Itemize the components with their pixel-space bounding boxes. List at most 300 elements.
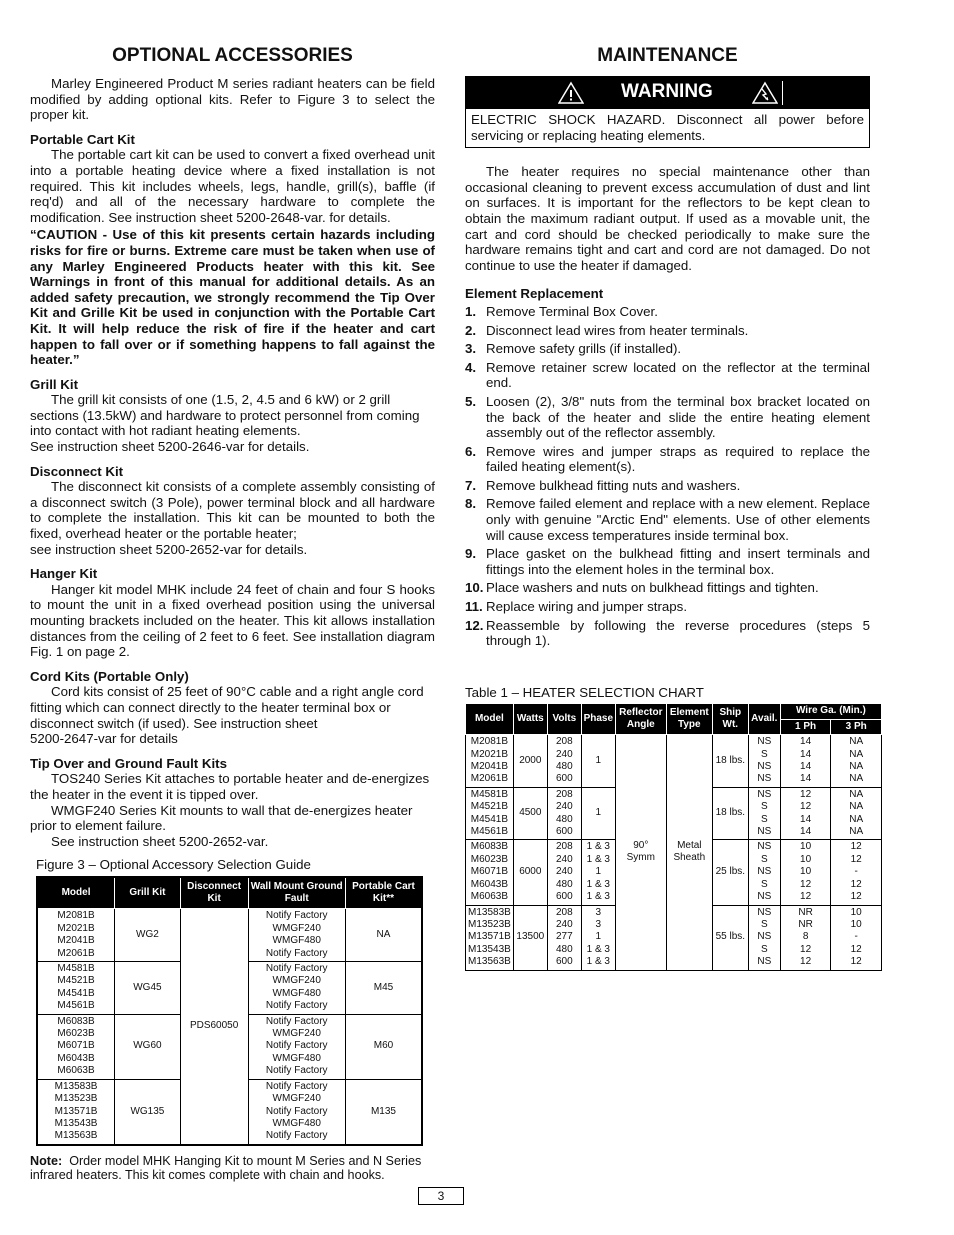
wire-3ph-list-line: 12	[850, 853, 862, 865]
phase-list-line: 1 & 3	[586, 878, 610, 890]
volts-cell	[547, 787, 581, 840]
wire-1ph-list-line: 14	[800, 736, 812, 748]
table-row	[37, 909, 422, 962]
wire-1ph-list	[783, 907, 829, 969]
heater-col-header: Model	[466, 704, 514, 735]
avail-list-line: NS	[757, 826, 772, 838]
heater-table-header	[466, 704, 882, 735]
heater-table-body	[466, 735, 882, 970]
model-list-line: M6071B	[57, 1040, 95, 1052]
step-number: 1.	[465, 303, 477, 319]
model-list-line: M6023B	[470, 853, 509, 865]
model-list-line: M6043B	[470, 878, 509, 890]
watts-cell: 13500	[513, 905, 547, 970]
list-item	[465, 599, 870, 615]
wall-mount-list-line: Notify Factory	[265, 910, 328, 922]
grill-kit-body2: See instruction sheet 5200-2646-var for details.	[30, 439, 310, 455]
caution-triangle-icon	[558, 81, 584, 105]
accessory-table-body	[37, 909, 422, 1145]
volts-list-line: 480	[555, 943, 573, 955]
model-cell	[37, 909, 115, 962]
grill-kit-cell: WG2	[115, 909, 181, 962]
model-list-line: M6071B	[470, 866, 509, 878]
step-number: 2.	[465, 322, 477, 338]
wall-mount-list	[251, 1081, 343, 1143]
step-number: 10.	[465, 580, 484, 596]
wire-3ph-list	[833, 789, 879, 839]
wire-1ph-list-line: 12	[800, 956, 812, 968]
volts-list-line: 480	[555, 878, 573, 890]
wire-1ph-list-line: NR	[798, 918, 813, 930]
portable-cart-body: The portable cart kit can be used to convert a fixed overhead unit into a portable heating device where a fixed installation is not required. This kit includes wheels, legs, handle, grill(s), baffle (if req'd) and all of the necessary hardware to complete the modification. See instruction sheet 5200-2648-var. for details.	[30, 147, 435, 225]
maintenance-column	[465, 44, 870, 971]
volts-list-line: 600	[555, 956, 573, 968]
avail-list-line: NS	[757, 956, 772, 968]
avail-cell	[748, 905, 780, 970]
wall-mount-list-line: WMGF240	[272, 1028, 321, 1040]
model-list-line: M4541B	[57, 987, 95, 999]
avail-list-line: S	[760, 918, 768, 930]
step-text: Remove bulkhead fitting nuts and washers.	[486, 477, 741, 493]
volts-list	[550, 789, 579, 839]
avail-list-line: NS	[757, 906, 772, 918]
wire-3ph-list-line: NA	[849, 748, 864, 760]
hanger-kit-title: Hanger Kit	[30, 566, 98, 582]
step-text: Remove failed element and replace with a new element. Replace only with genuine "Arctic End" elements. Use of other elements will cause excess temperatures inside terminal box.	[486, 496, 870, 543]
volts-list-line: 600	[555, 826, 573, 838]
avail-list-line: NS	[757, 736, 772, 748]
wire-3ph-list-line: 10	[850, 906, 862, 918]
heater-col-header: Volts	[547, 704, 581, 735]
heater-col-header: Phase	[581, 704, 615, 735]
page-number: 3	[418, 1187, 464, 1205]
electric-shock-icon	[752, 81, 778, 105]
model-list-line: M6063B	[470, 891, 509, 903]
avail-list-line: NS	[757, 891, 772, 903]
wall-mount-list-line: WMGF480	[272, 987, 321, 999]
wall-mount-list-line: WMGF240	[272, 1093, 321, 1105]
grill-kit-cell: WG60	[115, 1014, 181, 1079]
wire-gauge-subheader: 3 Ph	[831, 719, 882, 734]
wire-gauge-subheader: 1 Ph	[780, 719, 831, 734]
list-item	[465, 496, 870, 543]
model-list	[40, 1081, 112, 1143]
list-item	[465, 478, 870, 494]
model-list-line: M4561B	[57, 1000, 95, 1012]
wire-3ph-list-line: NA	[849, 736, 864, 748]
model-list-line: M4581B	[470, 788, 509, 800]
accessory-col-header: Model	[37, 877, 115, 909]
model-list-line: M6023B	[57, 1028, 95, 1040]
element-type-cell: Metal Sheath	[666, 735, 712, 970]
wire-1ph-cell	[780, 787, 831, 840]
wire-3ph-list-line: -	[854, 931, 858, 943]
heater-col-header: Reflector Angle	[615, 704, 666, 735]
model-list-line: M13543B	[54, 1117, 98, 1129]
wire-3ph-list-line: NA	[849, 813, 864, 825]
wire-1ph-list-line: 14	[800, 761, 812, 773]
model-list-line: M13563B	[54, 1130, 98, 1142]
note-label: Note:	[30, 1153, 63, 1168]
wall-mount-list	[251, 1016, 343, 1078]
phase-list-line: 1	[595, 931, 602, 943]
element-replacement-steps	[465, 304, 870, 649]
accessories-intro: Marley Engineered Product M series radiant heaters can be field modified by adding optional kits. Refer to Figure 3 to select the proper kit.	[30, 76, 435, 123]
figure-3-caption: Figure 3 – Optional Accessory Selection Guide	[36, 857, 311, 873]
wall-mount-list-line: Notify Factory	[265, 1065, 328, 1077]
heater-col-header: Wire Ga. (Min.)	[780, 704, 881, 719]
grill-kit-cell: WG45	[115, 962, 181, 1015]
model-list	[40, 1016, 112, 1078]
avail-list-line: NS	[757, 866, 772, 878]
model-list-line: M13523B	[468, 918, 511, 930]
wire-3ph-list-line: 12	[850, 956, 862, 968]
volts-list	[550, 841, 579, 903]
volts-list-line: 208	[555, 788, 573, 800]
wire-3ph-list-line: -	[854, 866, 858, 878]
wall-mount-list-line: WMGF240	[272, 922, 321, 934]
phase-list	[584, 841, 613, 903]
portable-cart-caution: “CAUTION - Use of this kit presents certain hazards including risks for fire or burns. Extreme care must be taken when use of any Marley Engineered Products heater with this kit. See Warnings in front of this manual for additional details. As an added safety precaution, we strongly recommend the Tip Over Kit and Grille Kit be used in conjunction with the Portable Cart Kit. It will help reduce the risk of fire if the heater and cart happen to fall over or if something happens to fall against the heater.”	[30, 227, 435, 368]
avail-list-line: S	[760, 943, 768, 955]
volts-list-line: 208	[555, 906, 573, 918]
step-number: 8.	[465, 496, 477, 512]
model-list-line: M6083B	[57, 1015, 95, 1027]
list-item	[465, 444, 870, 475]
wall-mount-list-line: Notify Factory	[265, 1040, 328, 1052]
model-list-line: M13523B	[54, 1093, 98, 1105]
heater-col-header: Element Type	[666, 704, 712, 735]
cord-kits-body2: 5200-2647-var for details	[30, 731, 178, 747]
watts-cell: 6000	[513, 840, 547, 905]
avail-list	[751, 736, 778, 786]
wall-mount-list-line: Notify Factory	[265, 1000, 328, 1012]
phase-list-line: 3	[595, 918, 602, 930]
step-number: 6.	[465, 443, 477, 459]
volts-list-line: 480	[555, 761, 573, 773]
wall-mount-list-line: Notify Factory	[265, 1080, 328, 1092]
wall-mount-list	[251, 910, 343, 960]
warning-box	[465, 76, 870, 148]
model-cell	[37, 1014, 115, 1079]
heater-header-row	[466, 704, 882, 719]
wire-1ph-list-line: 12	[800, 788, 812, 800]
list-item	[465, 341, 870, 357]
avail-list	[751, 789, 778, 839]
maintenance-heading: MAINTENANCE	[597, 45, 738, 66]
avail-list-line: NS	[757, 931, 772, 943]
volts-list-line: 240	[555, 748, 573, 760]
disconnect-kit-title: Disconnect Kit	[30, 463, 124, 479]
portable-cart-title: Portable Cart Kit	[30, 131, 135, 147]
model-list-line: M2041B	[470, 761, 509, 773]
volts-cell	[547, 840, 581, 905]
phase-list-line: 3	[595, 906, 602, 918]
avail-list-line: S	[760, 853, 768, 865]
tipover-kit-body: TOS240 Series Kit attaches to portable heater and de-energizes the heater in the event it is tipped over.	[30, 771, 430, 802]
step-text: Replace wiring and jumper straps.	[486, 599, 688, 615]
model-list	[40, 963, 112, 1013]
wire-3ph-list	[833, 907, 879, 969]
avail-list-line: NS	[757, 761, 772, 773]
volts-list-line: 240	[555, 801, 573, 813]
volts-cell	[547, 735, 581, 788]
ship-weight-cell: 18 lbs.	[712, 787, 748, 840]
cord-kits-body: Cord kits consist of 25 feet of 90°C cable and a right angle cord fitting which can connect directly to the heater terminal box or disconnect switch (if used). See instruction sheet	[30, 684, 424, 731]
accessory-selection-table	[36, 876, 423, 1146]
wire-3ph-list-line: NA	[849, 801, 864, 813]
volts-cell	[547, 905, 581, 970]
wall-mount-list-line: Notify Factory	[265, 947, 328, 959]
phase-cell	[581, 840, 615, 905]
disconnect-kit-body: The disconnect kit consists of a complete assembly consisting of a disconnect switch (3 Pole), power terminal block and all hardware to complete the installation. This kit can be mounted to both the fixed, overhead heater or the portable heater;	[30, 479, 435, 542]
heater-col-header: Ship Wt.	[712, 704, 748, 735]
optional-accessories-column	[30, 44, 435, 1183]
wall-mount-cell	[248, 1079, 345, 1145]
wire-3ph-list-line: 12	[850, 841, 862, 853]
hanger-kit-body: Hanger kit model MHK include 24 feet of chain and four S hooks to mount the unit in a fixed overhead position using the universal mounting brackets included on the heater. This kit allows installation distances from the ceiling of 2 feet to 6 feet. See installation diagram Fig. 1 on page 2.	[30, 581, 435, 660]
phase-list	[584, 907, 613, 969]
avail-cell	[748, 735, 780, 788]
grill-kit-body: The grill kit consists of one (1.5, 2, 4.5 and 6 kW) or 2 grill sections (13.5kW) and hardware to protect personnel from coming into contact with hot radiant heating elements.	[30, 392, 420, 439]
grill-kit-title: Grill Kit	[30, 376, 79, 392]
heater-col-header: Avail.	[748, 704, 780, 735]
wire-3ph-cell	[831, 787, 882, 840]
avail-cell	[748, 787, 780, 840]
tipover-kit-title: Tip Over and Ground Fault Kits	[30, 755, 228, 771]
note-text: Order model MHK Hanging Kit to mount M Series and N Series infrared heaters. This kit comes complete with chain and hooks.	[30, 1153, 422, 1183]
model-cell	[37, 1079, 115, 1145]
heater-col-header: Watts	[513, 704, 547, 735]
phase-list-line: 1	[595, 866, 602, 878]
avail-list	[751, 907, 778, 969]
step-number: 7.	[465, 477, 477, 493]
volts-list-line: 240	[555, 853, 573, 865]
wall-mount-list-line: WMGF240	[272, 975, 321, 987]
model-list-line: M4581B	[57, 963, 95, 975]
step-text: Remove safety grills (if installed).	[486, 341, 682, 357]
model-cell	[466, 840, 514, 905]
step-text: Loosen (2), 3/8" nuts from the terminal box bracket located on the back of the heater and slide the entire heating element assembly out of the reflector assembly.	[486, 393, 870, 441]
wall-mount-list-line: WMGF480	[272, 1052, 321, 1064]
list-item	[465, 304, 870, 320]
accessory-col-header: Portable Cart Kit**	[345, 877, 422, 909]
model-list-line: M2061B	[57, 947, 95, 959]
volts-list	[550, 907, 579, 969]
wall-mount-list	[251, 963, 343, 1013]
accessory-table-header	[37, 877, 422, 909]
accessory-col-header: Grill Kit	[115, 877, 181, 909]
wire-3ph-list-line: NA	[849, 773, 864, 785]
ship-weight-cell: 25 lbs.	[712, 840, 748, 905]
wire-3ph-list-line: NA	[849, 761, 864, 773]
avail-list	[751, 841, 778, 903]
heater-selection-table	[465, 703, 882, 970]
volts-list-line: 240	[555, 918, 573, 930]
optional-accessories-heading: OPTIONAL ACCESSORIES	[112, 45, 353, 66]
ship-weight-cell: 18 lbs.	[712, 735, 748, 788]
wall-mount-list-line: Notify Factory	[265, 1130, 328, 1142]
avail-list-line: NS	[757, 788, 772, 800]
warning-title: WARNING	[621, 81, 713, 102]
table-1-caption: Table 1 – HEATER SELECTION CHART	[465, 684, 704, 700]
model-list-line: M13583B	[54, 1080, 98, 1092]
wire-1ph-list-line: 14	[800, 748, 812, 760]
tipover-kit-body2: WMGF240 Series Kit mounts to wall that de-energizes heater prior to element failure.	[30, 802, 413, 834]
wire-1ph-list-line: 14	[800, 826, 812, 838]
model-list-line: M6043B	[57, 1052, 95, 1064]
phase-cell	[581, 905, 615, 970]
phase-list-line: 1 & 3	[586, 853, 610, 865]
list-item	[465, 360, 870, 391]
wire-1ph-list-line: 14	[800, 813, 812, 825]
step-number: 5.	[465, 393, 477, 409]
phase-cell: 1	[581, 787, 615, 840]
model-cell	[466, 905, 514, 970]
volts-list-line: 480	[555, 813, 573, 825]
warning-divider	[782, 81, 783, 105]
model-list-line: M2021B	[57, 922, 95, 934]
step-text: Reassemble by following the reverse procedures (steps 5 through 1).	[486, 617, 870, 649]
list-item	[465, 323, 870, 339]
cart-kit-cell: NA	[345, 909, 422, 962]
step-number: 11.	[465, 599, 483, 615]
model-list-line: M4521B	[57, 975, 95, 987]
wire-1ph-list-line: 10	[800, 841, 812, 853]
step-number: 3.	[465, 341, 477, 357]
wire-1ph-list-line: 10	[800, 866, 812, 878]
wire-1ph-cell	[780, 735, 831, 788]
list-item	[465, 394, 870, 441]
model-list-line: M2081B	[470, 736, 509, 748]
wire-3ph-list	[833, 736, 879, 786]
model-list-line: M6083B	[470, 841, 509, 853]
model-cell	[466, 787, 514, 840]
warning-bar	[466, 77, 869, 109]
step-text: Remove retainer screw located on the reflector at the terminal end.	[486, 359, 870, 391]
model-list-line: M2061B	[470, 773, 509, 785]
list-item	[465, 618, 870, 649]
disconnect-kit-cell: PDS60050	[180, 909, 248, 1145]
avail-cell	[748, 840, 780, 905]
accessory-col-header: Wall Mount Ground Fault	[248, 877, 345, 909]
wire-1ph-cell	[780, 840, 831, 905]
model-cell	[37, 962, 115, 1015]
model-list-line: M13571B	[468, 931, 511, 943]
model-list-line: M4561B	[470, 826, 509, 838]
avail-list-line: S	[760, 813, 768, 825]
cart-kit-cell: M135	[345, 1079, 422, 1145]
wire-1ph-list	[783, 736, 829, 786]
model-list	[468, 841, 511, 903]
step-number: 4.	[465, 359, 477, 375]
list-item	[465, 580, 870, 596]
model-cell	[466, 735, 514, 788]
step-text: Disconnect lead wires from heater terminals.	[486, 322, 749, 338]
model-list-line: M4541B	[470, 813, 509, 825]
grill-kit-cell: WG135	[115, 1079, 181, 1145]
wire-1ph-list-line: 12	[800, 891, 812, 903]
volts-list-line: 600	[555, 891, 573, 903]
model-list	[468, 736, 511, 786]
model-list-line: M2041B	[57, 935, 95, 947]
wire-1ph-list-line: NR	[798, 906, 813, 918]
watts-cell: 2000	[513, 735, 547, 788]
model-list-line: M13563B	[468, 956, 511, 968]
avail-list-line: S	[760, 878, 768, 890]
wall-mount-cell	[248, 1014, 345, 1079]
step-number: 9.	[465, 546, 477, 562]
reflector-angle-cell: 90° Symm	[615, 735, 666, 970]
wall-mount-cell	[248, 962, 345, 1015]
warning-body: ELECTRIC SHOCK HAZARD. Disconnect all power before servicing or replacing heating elements.	[471, 112, 864, 143]
wire-1ph-cell	[780, 905, 831, 970]
wire-1ph-list-line: 14	[800, 773, 812, 785]
model-list	[468, 789, 511, 839]
model-list-line: M13571B	[54, 1105, 98, 1117]
wall-mount-list-line: WMGF480	[272, 935, 321, 947]
avail-list-line: NS	[757, 773, 772, 785]
model-list-line: M4521B	[470, 801, 509, 813]
ship-weight-cell: 55 lbs.	[712, 905, 748, 970]
model-list-line: M2081B	[57, 910, 95, 922]
phase-cell: 1	[581, 735, 615, 788]
wire-3ph-list-line: NA	[849, 826, 864, 838]
wire-1ph-list	[783, 789, 829, 839]
phase-list-line: 1 & 3	[586, 943, 610, 955]
cart-kit-cell: M45	[345, 962, 422, 1015]
maintenance-intro: The heater requires no special maintenance other than occasional cleaning to prevent excess accumulation of dust and lint on surfaces. It is important for the reflectors to be kept clean to obtain the maximum radiant output. If used as a movable unit, the cart and cord should be checked periodically to make sure the hardware remains tight and cart and cord are not damaged. Do not continue to use the heater if damaged.	[465, 164, 870, 273]
wire-3ph-list-line: 10	[850, 918, 862, 930]
model-list-line: M13583B	[468, 906, 511, 918]
wall-mount-list-line: Notify Factory	[265, 1015, 328, 1027]
table-row	[466, 735, 882, 788]
avail-list-line: S	[760, 748, 768, 760]
model-list-line: M6063B	[57, 1065, 95, 1077]
step-text: Place gasket on the bulkhead fitting and insert terminals and fittings into the element holes in the terminal box.	[486, 546, 870, 577]
wire-3ph-list-line: 12	[850, 943, 862, 955]
wire-3ph-list-line: 12	[850, 891, 862, 903]
wire-3ph-list-line: NA	[849, 788, 864, 800]
wire-3ph-list	[833, 841, 879, 903]
volts-list-line: 600	[555, 773, 573, 785]
wire-3ph-cell	[831, 735, 882, 788]
model-list-line: M13543B	[468, 943, 511, 955]
volts-list-line: 240	[555, 866, 573, 878]
wire-1ph-list-line: 12	[800, 943, 812, 955]
volts-list-line: 277	[555, 931, 573, 943]
watts-cell: 4500	[513, 787, 547, 840]
wire-3ph-list-line: 12	[850, 878, 862, 890]
wall-mount-cell	[248, 909, 345, 962]
element-replacement-title: Element Replacement	[465, 286, 604, 302]
step-text: Remove wires and jumper straps as required to replace the failed heating element(s).	[486, 443, 870, 475]
wire-1ph-list-line: 12	[800, 878, 812, 890]
model-list	[468, 907, 511, 969]
wire-3ph-cell	[831, 840, 882, 905]
phase-list-line: 1 & 3	[586, 956, 610, 968]
cart-kit-cell: M60	[345, 1014, 422, 1079]
model-list-line: M2021B	[470, 748, 509, 760]
volts-list-line: 208	[555, 736, 573, 748]
model-list	[40, 910, 112, 960]
tipover-kit-body3: See instruction sheet 5200-2652-var.	[51, 833, 269, 849]
wire-1ph-list-line: 8	[802, 931, 809, 943]
step-number: 12.	[465, 617, 484, 633]
cord-kits-title: Cord Kits (Portable Only)	[30, 668, 189, 684]
wire-1ph-list	[783, 841, 829, 903]
volts-list-line: 208	[555, 841, 573, 853]
